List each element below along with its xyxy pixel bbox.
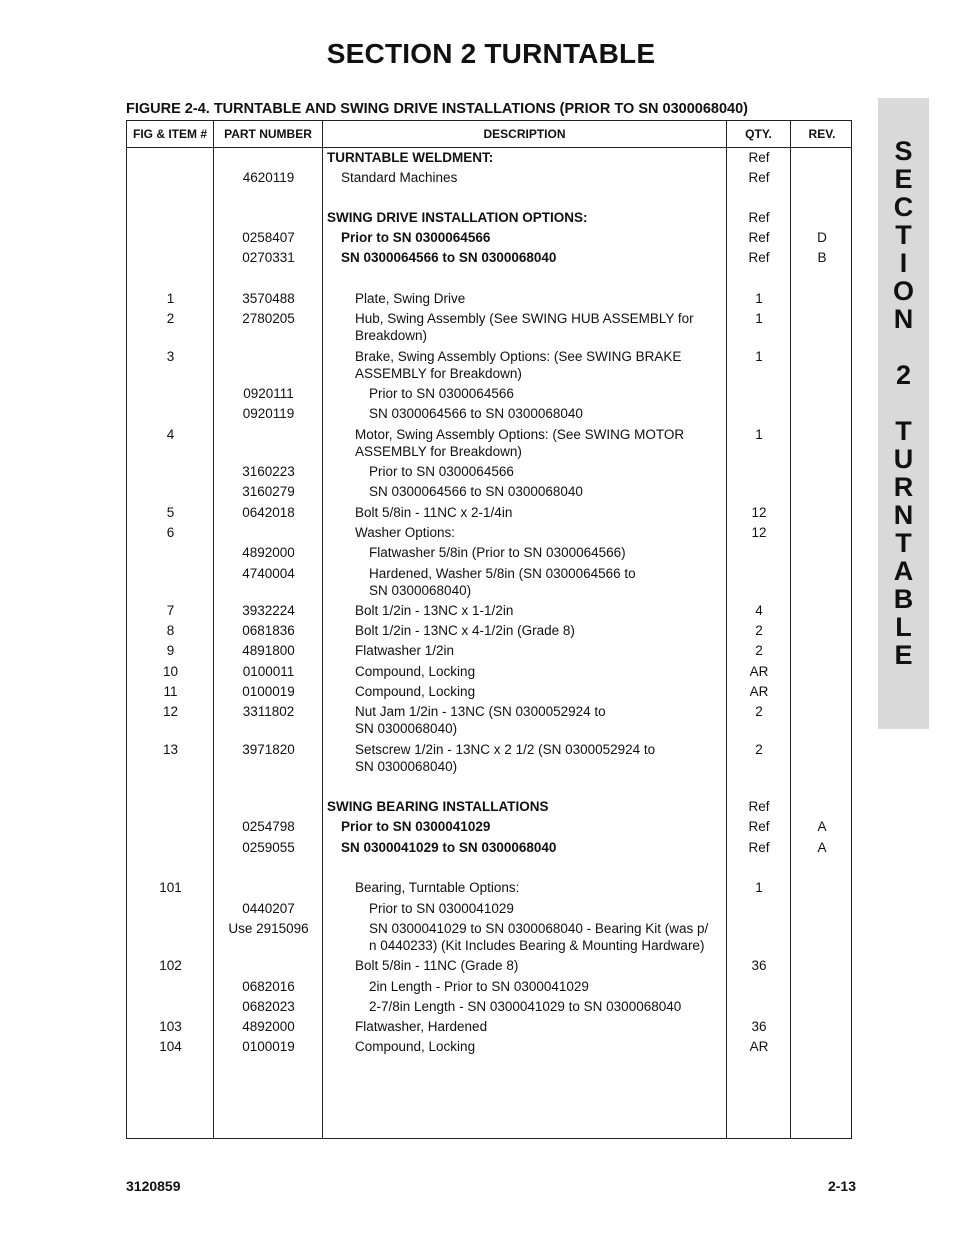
part-number-cell: 0100011 (242, 664, 295, 679)
fig-item-cell: 8 (166, 623, 175, 638)
fig-item-cell: 101 (159, 880, 182, 895)
figure-title: FIGURE 2-4. TURNTABLE AND SWING DRIVE INSTALLATIONS (PRIOR TO SN 0300068040) (126, 101, 748, 117)
side-tab-letter: I (899, 248, 908, 278)
qty-cell: Ref (748, 840, 770, 855)
description-cell: SWING BEARING INSTALLATIONS (327, 799, 549, 814)
part-number-cell: 0682023 (242, 999, 295, 1014)
part-number-cell: 4740004 (242, 566, 295, 581)
document-number: 3120859 (126, 1178, 181, 1194)
fig-item-cell: 2 (166, 311, 175, 326)
part-number-cell: 0258407 (242, 230, 295, 245)
part-number-cell: 4892000 (242, 545, 295, 560)
parts-table (126, 120, 852, 1139)
description-cell: Bolt 5/8in - 11NC x 2-1/4in (355, 505, 513, 520)
page-number: 2-13 (827, 1178, 856, 1194)
qty-cell: 12 (751, 525, 767, 540)
qty-cell: 1 (755, 880, 763, 895)
header-divider (127, 147, 851, 148)
part-number-cell: 0681836 (242, 623, 295, 638)
description-cell: Prior to SN 0300041029 (369, 901, 514, 916)
part-number-cell: 3311802 (242, 704, 295, 719)
part-number-cell: 4891800 (242, 643, 295, 658)
qty-cell: Ref (748, 150, 770, 165)
part-number-cell: 0259055 (242, 840, 295, 855)
side-tab-letter: U (893, 444, 914, 474)
description-cell: Washer Options: (355, 525, 456, 540)
description-cell: Bolt 1/2in - 13NC x 4-1/2in (Grade 8) (355, 623, 575, 638)
description-cell: Prior to SN 0300064566 (369, 464, 514, 479)
side-tab-letter: E (894, 164, 913, 194)
part-number-cell: 0100019 (242, 684, 295, 699)
side-tab-letter: T (895, 220, 912, 250)
part-number-cell: 4620119 (242, 170, 295, 185)
description-cell: TURNTABLE WELDMENT: (327, 150, 494, 165)
side-tab-letter: L (895, 612, 912, 642)
qty-cell: Ref (748, 230, 770, 245)
fig-item-cell: 10 (162, 664, 179, 679)
qty-cell: 2 (755, 623, 763, 638)
description-cell: Bolt 5/8in - 11NC (Grade 8) (355, 958, 519, 973)
part-number-cell: 0100019 (242, 1039, 295, 1054)
col-header-rev: REV. (808, 127, 836, 141)
col-header-part-number: PART NUMBER (224, 127, 312, 141)
description-cell: Prior to SN 0300064566 (341, 230, 491, 245)
qty-cell: 4 (755, 603, 763, 618)
description-cell: Standard Machines (341, 170, 458, 185)
description-cell: Flatwasher, Hardened (355, 1019, 488, 1034)
description-cell: Nut Jam 1/2in - 13NC (SN 0300052924 to SN 0300068040) (355, 704, 606, 736)
fig-item-cell: 6 (166, 525, 175, 540)
side-tab-letter: A (893, 556, 914, 586)
fig-item-cell: 104 (159, 1039, 182, 1054)
part-number-cell: 0682016 (242, 979, 295, 994)
rev-cell: A (817, 840, 827, 855)
qty-cell: 12 (751, 505, 767, 520)
description-cell: Flatwasher 5/8in (Prior to SN 0300064566) (369, 545, 626, 560)
description-cell: Prior to SN 0300041029 (341, 819, 491, 834)
rev-cell: A (817, 819, 827, 834)
part-number-cell: Use 2915096 (228, 921, 309, 936)
qty-cell: 1 (755, 291, 763, 306)
description-cell: Hub, Swing Assembly (See SWING HUB ASSEMBLY for Breakdown) (355, 311, 694, 343)
description-cell: Brake, Swing Assembly Options: (See SWING BRAKE ASSEMBLY for Breakdown) (355, 349, 682, 381)
part-number-cell: 3160223 (242, 464, 295, 479)
qty-cell: Ref (748, 170, 770, 185)
qty-cell: Ref (748, 210, 770, 225)
qty-cell: 1 (755, 349, 763, 364)
fig-item-cell: 4 (166, 427, 175, 442)
qty-cell: AR (749, 664, 769, 679)
fig-item-cell: 13 (162, 742, 179, 757)
fig-item-cell: 3 (166, 349, 175, 364)
description-cell: 2in Length - Prior to SN 0300041029 (369, 979, 589, 994)
description-cell: SN 0300064566 to SN 0300068040 (341, 250, 557, 265)
description-cell: Plate, Swing Drive (355, 291, 466, 306)
description-cell: Bearing, Turntable Options: (355, 880, 520, 895)
rev-cell: B (817, 250, 827, 265)
side-tab-letter: N (893, 304, 914, 334)
fig-item-cell: 11 (163, 684, 178, 699)
qty-cell: 36 (751, 958, 767, 973)
side-tab-letter: S (894, 136, 913, 166)
qty-cell: 1 (755, 427, 763, 442)
description-cell: SN 0300064566 to SN 0300068040 (369, 484, 583, 499)
description-cell: 2-7/8in Length - SN 0300041029 to SN 0300068040 (369, 999, 682, 1014)
part-number-cell: 3971820 (242, 742, 295, 757)
side-tab-letter: C (893, 192, 914, 222)
fig-item-cell: 103 (159, 1019, 182, 1034)
description-cell: Compound, Locking (355, 684, 476, 699)
section-side-tab (878, 98, 929, 729)
col-header-description: DESCRIPTION (483, 127, 566, 141)
section-title: SECTION 2 TURNTABLE (326, 38, 656, 69)
col-header-qty: QTY. (745, 127, 772, 141)
qty-cell: Ref (748, 250, 770, 265)
qty-cell: Ref (748, 799, 770, 814)
qty-cell: 2 (755, 742, 763, 757)
part-number-cell: 3570488 (242, 291, 295, 306)
side-tab-letter: B (893, 584, 914, 614)
col-header-fig-item: FIG & ITEM # (132, 127, 207, 141)
fig-item-cell: 12 (162, 704, 179, 719)
part-number-cell: 2780205 (242, 311, 295, 326)
part-number-cell: 3160279 (242, 484, 295, 499)
qty-cell: 1 (755, 311, 763, 326)
fig-item-cell: 1 (166, 291, 175, 306)
qty-cell: Ref (748, 819, 770, 834)
description-cell: SN 0300041029 to SN 0300068040 - Bearing Kit (was p/ n 0440233) (Kit Includes Bearing & Mounting Hardware) (369, 921, 709, 953)
side-tab-letter: T (895, 528, 912, 558)
part-number-cell: 0440207 (242, 901, 295, 916)
part-number-cell: 0920119 (242, 406, 295, 421)
part-number-cell: 4892000 (242, 1019, 295, 1034)
side-tab-letter: T (895, 416, 912, 446)
part-number-cell: 0920111 (243, 386, 294, 401)
description-cell: SN 0300064566 to SN 0300068040 (369, 406, 583, 421)
qty-cell: 36 (751, 1019, 767, 1034)
side-tab-letter: R (893, 472, 914, 502)
description-cell: Setscrew 1/2in - 13NC x 2 1/2 (SN 0300052924 to SN 0300068040) (355, 742, 656, 774)
fig-item-cell: 7 (166, 603, 175, 618)
description-cell: Flatwasher 1/2in (355, 643, 455, 658)
qty-cell: AR (749, 1039, 769, 1054)
side-tab-letter: O (892, 276, 914, 306)
side-tab-letter: N (893, 500, 914, 530)
description-cell: Compound, Locking (355, 664, 476, 679)
part-number-cell: 3932224 (242, 603, 295, 618)
fig-item-cell: 102 (159, 958, 182, 973)
description-cell: Motor, Swing Assembly Options: (See SWING MOTOR ASSEMBLY for Breakdown) (355, 427, 685, 459)
description-cell: Bolt 1/2in - 13NC x 1-1/2in (355, 603, 514, 618)
description-cell: SN 0300041029 to SN 0300068040 (341, 840, 557, 855)
part-number-cell: 0270331 (242, 250, 295, 265)
qty-cell: AR (749, 684, 769, 699)
side-tab-letter: E (894, 640, 913, 670)
description-cell: Prior to SN 0300064566 (369, 386, 514, 401)
part-number-cell: 0642018 (242, 505, 295, 520)
fig-item-cell: 5 (166, 505, 175, 520)
description-cell: Compound, Locking (355, 1039, 476, 1054)
description-cell: SWING DRIVE INSTALLATION OPTIONS: (327, 210, 588, 225)
description-cell: Hardened, Washer 5/8in (SN 0300064566 to SN 0300068040) (369, 566, 636, 598)
side-tab-letter: 2 (895, 360, 912, 390)
fig-item-cell: 9 (166, 643, 175, 658)
rev-cell: D (817, 230, 827, 245)
part-number-cell: 0254798 (242, 819, 295, 834)
qty-cell: 2 (755, 704, 763, 719)
qty-cell: 2 (755, 643, 763, 658)
